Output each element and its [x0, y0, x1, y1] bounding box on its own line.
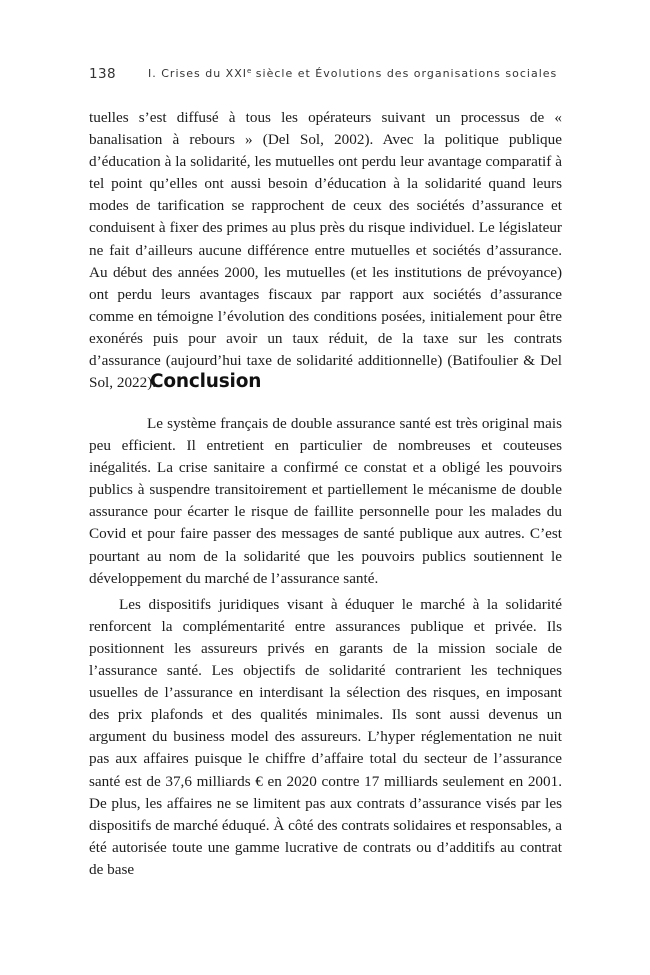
running-title-superscript: e [247, 67, 252, 75]
running-title [148, 67, 557, 80]
running-title-suffix: siècle et Évolutions des organisations sociales [251, 67, 558, 80]
page-header [89, 64, 559, 86]
conclusion-paragraph-1: Le système français de double assurance santé est très original mais peu efficient. Il entretient en particulier de nombreuses et couteuses inégalités. La crise sanitaire a confirmé ce constat et a obligé les pouvoirs publics à suspendre transitoirement et partiellement le mécanisme de double assurance pour écarter le risque de faillite personnelle pour les malades du Covid et pour faire passer des messages de santé publique aux autres. C’est pourtant au nom de la solidarité que les pouvoirs publics soutiennent le développement du marché de l’assurance santé. [89, 415, 562, 587]
page-number: 138 [89, 66, 116, 82]
running-title-prefix: I. Crises du XXI [148, 67, 247, 80]
conclusion-paragraph-2: Les dispositifs juridiques visant à éduquer le marché à la solidarité renforcent la complémentarité entre assurances publique et privée. Ils positionnent les assureurs privés en garants de la mission sociale de l’assurance santé. Les objectifs de solidarité contrarient les techniques usuelles de l’assurance en interdisant la sélection des risques, en imposant des prix plafonds et des qualités minimales. Ils sont aussi devenus un argument du business model des assureurs. L’hyper réglementation ne nuit pas aux affaires puisque le chiffre d’affaire total du secteur de l’assurance santé est de 37,6 milliards € en 2020 contre 17 milliards seulement en 2001. De plus, les affaires ne se limitent pas aux contrats d’assurance visés par les dispositifs de marché éduqué. À côté des contrats solidaires et responsables, a été autorisée toute une gamme lucrative de contrats ou d’additifs au contrat de base [89, 595, 562, 878]
conclusion-body [89, 413, 562, 881]
body-text-top [89, 107, 562, 394]
paragraph-continuation: tuelles s’est diffusé à tous les opérateurs suivant un processus de « banalisation à rebours » (Del Sol, 2002). Avec la politique publique d’éducation à la solidarité, les mutuelles ont perdu leur avantage comparatif à tel point qu’elles ont aussi besoin d’éducation à la solidarité quand leurs modes de tarification se rapprochent de ceux des sociétés d’assurance et conduisent à fixer des primes au plus près du risque individuel. Le législateur ne fait d’ailleurs aucune différence entre mutuelles et sociétés d’assurance. Au début des années 2000, les mutuelles (et les institutions de prévoyance) ont perdu leurs avantages fiscaux par rapport aux sociétés d’assurance comme en témoigne l’évolution des conditions posées, initialement pour être exonérés puis pour avoir un taux réduit, de la taxe sur les contrats d’assurance (aujourd’hui taxe de solidarité additionnelle) (Batifoulier & Del Sol, 2022). [89, 109, 562, 392]
section-heading: Conclusion [150, 371, 262, 392]
